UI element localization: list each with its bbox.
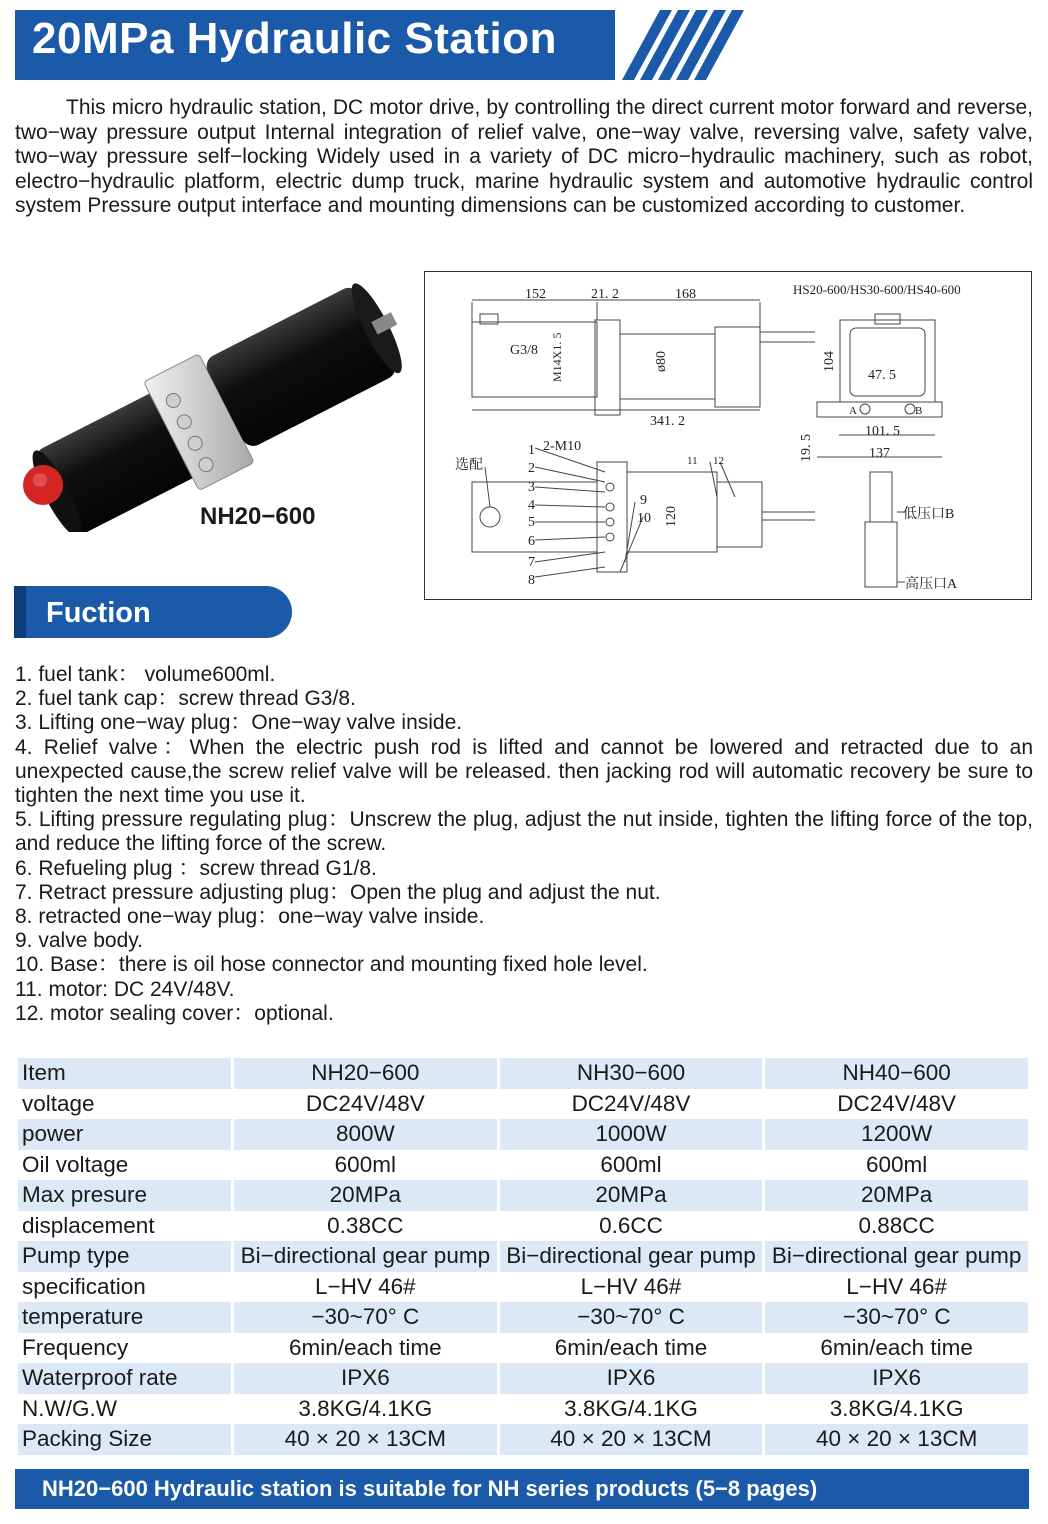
table-cell: 40 × 20 × 13CM xyxy=(234,1424,497,1455)
dim-104: 104 xyxy=(822,351,837,372)
intro-paragraph: This micro hydraulic station, DC motor drive, by controlling the direct current motor forward and reverse, two−way pressure output Internal integration of relief valve, one−way valve, reversing valve, safety valve, two−way pressure self−locking Widely used in a variety of DC micro−hydraulic machinery, such as robot, electro−hydraulic platform, electric dump truck, marine hydraulic system and automotive hydraulic control system Pressure output interface and mounting dimensions can be customized according to customer. xyxy=(15,96,1033,218)
table-cell: 0.38CC xyxy=(327,1212,404,1238)
section-title: Fuction xyxy=(46,597,151,629)
table-cell: specification xyxy=(22,1273,146,1299)
table-cell: 3.8KG/4.1KG xyxy=(564,1395,698,1421)
table-cell: NH20−600 xyxy=(234,1058,497,1089)
callout-3: 3 xyxy=(528,480,535,495)
table-cell: 6min/each time xyxy=(820,1334,973,1360)
table-cell: temperature xyxy=(18,1302,231,1333)
callout-9: 9 xyxy=(640,493,647,508)
table-row xyxy=(18,1272,1028,1303)
list-item: 8. retracted one−way plug：one−way valve inside. xyxy=(15,905,485,929)
table-cell: 20MPa xyxy=(765,1180,1028,1211)
high-pressure-port-label: 高压口A xyxy=(905,577,958,592)
port-a-label: A xyxy=(849,405,857,417)
table-cell: −30~70° C xyxy=(234,1302,497,1333)
product-model-label: NH20−600 xyxy=(200,503,316,530)
table-cell: 40 × 20 × 13CM xyxy=(500,1424,763,1455)
dim-dia80: ø80 xyxy=(654,351,669,372)
list-item: 3. Lifting one−way plug：One−way valve inside. xyxy=(15,711,463,735)
list-item: 2. fuel tank cap：screw thread G3/8. xyxy=(15,687,356,711)
dim-19-5: 19. 5 xyxy=(799,434,814,462)
table-cell: displacement xyxy=(22,1212,155,1238)
table-cell: L−HV 46# xyxy=(580,1273,682,1299)
dim-47-5: 47. 5 xyxy=(868,368,896,383)
table-cell: L−HV 46# xyxy=(846,1273,947,1299)
table-row xyxy=(18,1394,1028,1425)
model-codes: HS20-600/HS30-600/HS40-600 xyxy=(793,282,961,297)
table-row xyxy=(18,1211,1028,1242)
callout-5: 5 xyxy=(528,515,535,530)
technical-drawing xyxy=(424,271,1032,600)
callout-7: 7 xyxy=(528,555,535,570)
table-cell: 600ml xyxy=(600,1151,662,1177)
dim-g38: G3/8 xyxy=(510,343,538,358)
dim-137: 137 xyxy=(869,446,890,461)
optional-label: 选配 xyxy=(455,458,483,473)
list-item: 12. motor sealing cover：optional. xyxy=(15,1001,334,1025)
table-row xyxy=(18,1424,1028,1455)
list-item: 1. fuel tank： volume600ml. xyxy=(15,663,276,686)
table-row xyxy=(18,1119,1028,1150)
footer-note: NH20−600 Hydraulic station is suitable for NH series products (5−8 pages) xyxy=(42,1476,818,1501)
table-cell: Bi−directional gear pump xyxy=(765,1241,1028,1272)
table-cell: Frequency xyxy=(22,1334,129,1360)
list-item: 10. Base：there is oil hose connector and mounting fixed hole level. xyxy=(15,953,648,977)
callout-1: 1 xyxy=(528,443,535,458)
product-photo xyxy=(10,272,410,532)
table-cell: Max presure xyxy=(18,1180,231,1211)
callout-10: 10 xyxy=(637,511,651,526)
table-cell: 20MPa xyxy=(234,1180,497,1211)
table-cell: 20MPa xyxy=(500,1180,763,1211)
table-cell: Waterproof rate xyxy=(18,1363,231,1394)
table-cell: DC24V/48V xyxy=(837,1090,957,1116)
table-cell: NH40−600 xyxy=(765,1058,1028,1089)
dim-21-2: 21. 2 xyxy=(591,287,619,302)
table-row xyxy=(18,1089,1028,1120)
table-cell: Bi−directional gear pump xyxy=(234,1241,497,1272)
table-cell: 0.6CC xyxy=(599,1212,663,1238)
callout-6: 6 xyxy=(528,534,535,549)
table-cell: 3.8KG/4.1KG xyxy=(298,1395,433,1421)
dim-m14: M14X1. 5 xyxy=(550,332,564,382)
title-stripes xyxy=(560,10,750,80)
list-item: 5. Lifting pressure regulating plug：Unscrew the plug, adjust the nut inside, tighten the lifting force of the top, and reduce the lifting force of the screw. xyxy=(15,808,1033,856)
list-item: 6. Refueling plug ：screw thread G1/8. xyxy=(15,856,377,880)
table-cell: IPX6 xyxy=(765,1363,1028,1394)
table-cell: IPX6 xyxy=(234,1363,497,1394)
table-cell: Oil voltage xyxy=(22,1151,129,1177)
table-cell: 600ml xyxy=(866,1151,928,1177)
table-cell: Item xyxy=(18,1058,231,1089)
callout-12: 12 xyxy=(713,455,724,467)
table-cell: Pump type xyxy=(18,1241,231,1272)
callout-11: 11 xyxy=(687,455,698,467)
callout-4: 4 xyxy=(528,498,535,513)
dim-m10: 2-M10 xyxy=(543,439,582,454)
list-item: 7. Retract pressure adjusting plug：Open the plug and adjust the nut. xyxy=(15,880,661,904)
table-row xyxy=(18,1333,1028,1364)
function-list xyxy=(15,663,1033,1026)
table-cell: IPX6 xyxy=(500,1363,763,1394)
port-b-label: B xyxy=(915,405,923,417)
table-cell: 800W xyxy=(234,1119,497,1150)
table-row xyxy=(18,1180,1028,1211)
table-cell: −30~70° C xyxy=(765,1302,1028,1333)
dim-101-5: 101. 5 xyxy=(865,424,900,439)
dim-168: 168 xyxy=(675,287,696,302)
table-cell: 3.8KG/4.1KG xyxy=(829,1395,964,1421)
page-title: 20MPa Hydraulic Station xyxy=(32,14,557,63)
table-cell: 40 × 20 × 13CM xyxy=(765,1424,1028,1455)
table-cell: 6min/each time xyxy=(289,1334,442,1360)
table-row xyxy=(18,1363,1028,1394)
list-item: 9. valve body. xyxy=(15,929,144,953)
drawing-svg xyxy=(425,272,1031,599)
table-row xyxy=(18,1058,1028,1089)
table-cell: 0.88CC xyxy=(858,1212,935,1238)
table-row xyxy=(18,1302,1028,1333)
list-item: 11. motor: DC 24V/48V. xyxy=(15,977,235,1001)
table-cell: L−HV 46# xyxy=(314,1273,416,1299)
table-cell: power xyxy=(18,1119,231,1150)
table-cell: 1000W xyxy=(500,1119,763,1150)
table-cell: voltage xyxy=(22,1090,95,1116)
dim-120: 120 xyxy=(664,506,679,527)
spec-table xyxy=(15,1058,1031,1455)
table-cell: 600ml xyxy=(334,1151,396,1177)
table-cell: 1200W xyxy=(765,1119,1028,1150)
table-cell: N.W/G.W xyxy=(22,1395,117,1421)
table-cell: −30~70° C xyxy=(500,1302,763,1333)
callout-2: 2 xyxy=(528,461,535,476)
dim-152: 152 xyxy=(525,287,546,302)
callout-8: 8 xyxy=(528,573,535,588)
table-cell: NH30−600 xyxy=(500,1058,763,1089)
table-row xyxy=(18,1241,1028,1272)
section-header-accent xyxy=(14,586,26,638)
table-cell: Packing Size xyxy=(18,1424,231,1455)
table-row xyxy=(18,1150,1028,1181)
low-pressure-port-label: 低压口B xyxy=(903,507,955,522)
table-cell: DC24V/48V xyxy=(571,1090,691,1116)
list-item: 4. Relief valve：When the electric push rod is lifted and cannot be lowered and retracted due to an unexpected cause,the screw relief valve will be released. then jacking rod will automatic recovery be sure to tighten the next time you use it. xyxy=(15,735,1033,808)
table-cell: Bi−directional gear pump xyxy=(500,1241,763,1272)
table-cell: 6min/each time xyxy=(554,1334,708,1360)
dim-341: 341. 2 xyxy=(650,414,685,429)
table-cell: DC24V/48V xyxy=(305,1090,425,1116)
